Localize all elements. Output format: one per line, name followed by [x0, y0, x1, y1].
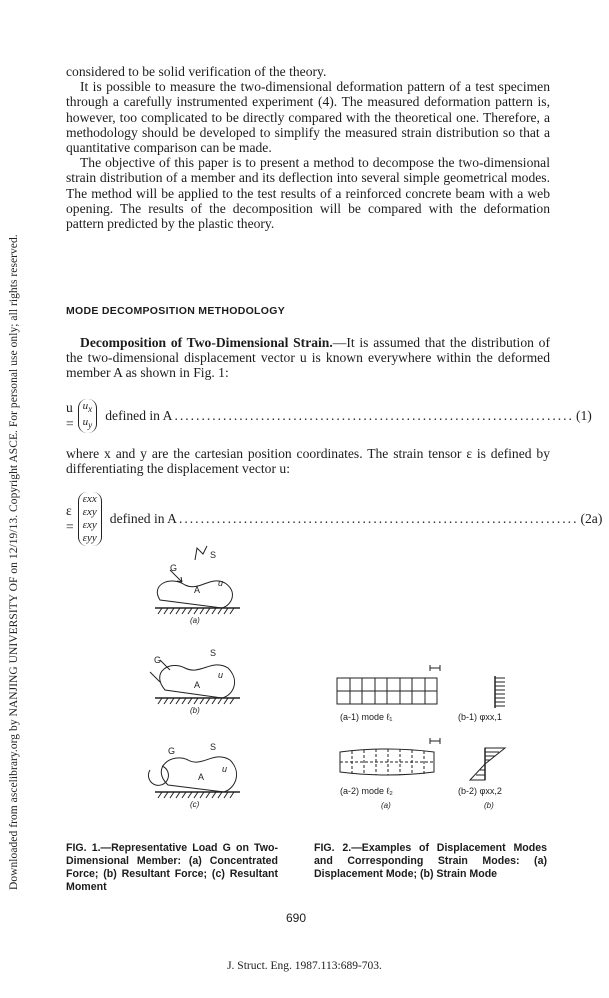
label-S: S: [210, 742, 217, 752]
gamma-curve-a: [195, 546, 207, 560]
mode-2-grid: [340, 749, 434, 775]
equation-number: (1): [575, 408, 592, 424]
moment-arrow-c: [148, 766, 168, 785]
panel-label: (b): [190, 706, 200, 715]
equation-2a: [66, 492, 603, 546]
figure-2: [337, 665, 505, 780]
hatch-b: [158, 698, 234, 704]
paragraph: The objective of this paper is to present a method to decompose the two-dimensional strain distribution of a member and its deflection into several simple geometrical modes. The method will be applied to the test results of a reinforced concrete beam with a web opening. The results of the decomposition will be compared with the deformation pattern predicted by the plastic theory.: [66, 155, 550, 232]
page-number: 690: [286, 911, 307, 925]
fig2-panel-label: (a): [381, 801, 391, 810]
equation-1: [66, 399, 592, 433]
leader-dots: ..........................................................................: [174, 408, 574, 424]
label-G: G: [154, 655, 162, 665]
panel-label: (a): [190, 616, 200, 625]
paragraph: [66, 335, 550, 381]
label-u: u: [218, 578, 224, 588]
subheading: Decomposition of Two-Dimensional Strain.: [80, 335, 333, 350]
label-u: u: [222, 764, 228, 774]
paragraph: where x and y are the cartesian position coordinates. The strain tensor ε is defined by differentiating the displacement vector u:: [66, 446, 550, 477]
body-text-decomposition: [66, 335, 550, 381]
body-text-top: [66, 64, 550, 231]
strain-mode-2: [470, 748, 505, 780]
fig2-label: (a-2) mode ℓ₂: [340, 786, 393, 796]
download-notice: Downloaded from ascelibrary.org by NANJING UNIVERSITY OF on 12/19/13. Copyright ASCE. For personal use only; all rights reserved.: [8, 234, 20, 890]
footer-citation: J. Struct. Eng. 1987.113:689-703.: [227, 960, 382, 972]
hatch-c: [158, 792, 234, 798]
body-text-strain: [66, 446, 550, 476]
label-A: A: [194, 585, 201, 595]
equation-text: defined in A: [105, 408, 173, 424]
equation-lhs: ε =: [66, 503, 74, 534]
mode-1-grid: [337, 678, 437, 704]
fig2-label: (a-1) mode ℓ₁: [340, 712, 393, 722]
paragraph: considered to be solid verification of the theory.: [66, 64, 327, 79]
label-A: A: [194, 680, 201, 690]
strain-tensor: εxx εxy εxy εyy: [78, 492, 102, 546]
equation-number: (2a): [580, 511, 603, 526]
label-G: G: [170, 563, 178, 573]
fig2-label: (b-2) φxx,2: [458, 786, 502, 796]
leader-dots: ..........................................................................: [178, 511, 579, 526]
figure-1-caption: FIG. 1.—Representative Load G on Two-Dimensional Member: (a) Concentrated Force; (b) Resultant Force; (c) Resultant Moment: [66, 842, 278, 893]
vector-u: $u_x$ $u_y$: [78, 399, 98, 433]
label-S: S: [210, 648, 217, 658]
figure-2-caption: FIG. 2.—Examples of Displacement Modes and Corresponding Strain Modes: (a) Displacement Mode; (b) Strain Mode: [314, 842, 547, 880]
fig2-panel-label: (b): [484, 801, 494, 810]
panel-label: (c): [190, 800, 200, 809]
paragraph: It is possible to measure the two-dimensional deformation pattern of a test specimen through a carefully instrumented experiment (4). The measured deformation pattern is, however, too complicated to be directly compared with the theoretical one. Therefore, a methodology should be developed to simplify the measured strain distribution so that a quantitative comparison can be made.: [66, 79, 550, 156]
label-A: A: [198, 772, 205, 782]
equation-text: defined in A: [109, 511, 177, 526]
hatch-a: [158, 608, 234, 614]
label-G: G: [168, 746, 176, 756]
paragraph-text: —It is assumed that the distribution of the two-dimensional displacement vector u is known everywhere within the deformed member A as shown in Fig. 1:: [66, 335, 550, 381]
label-u: u: [218, 670, 224, 680]
fig2-label: (b-1) φxx,1: [458, 712, 502, 722]
strain-mode-1: [495, 678, 505, 706]
label-S: S: [210, 550, 217, 560]
equation-lhs: u =: [66, 400, 74, 432]
section-heading: MODE DECOMPOSITION METHODOLOGY: [66, 305, 286, 317]
